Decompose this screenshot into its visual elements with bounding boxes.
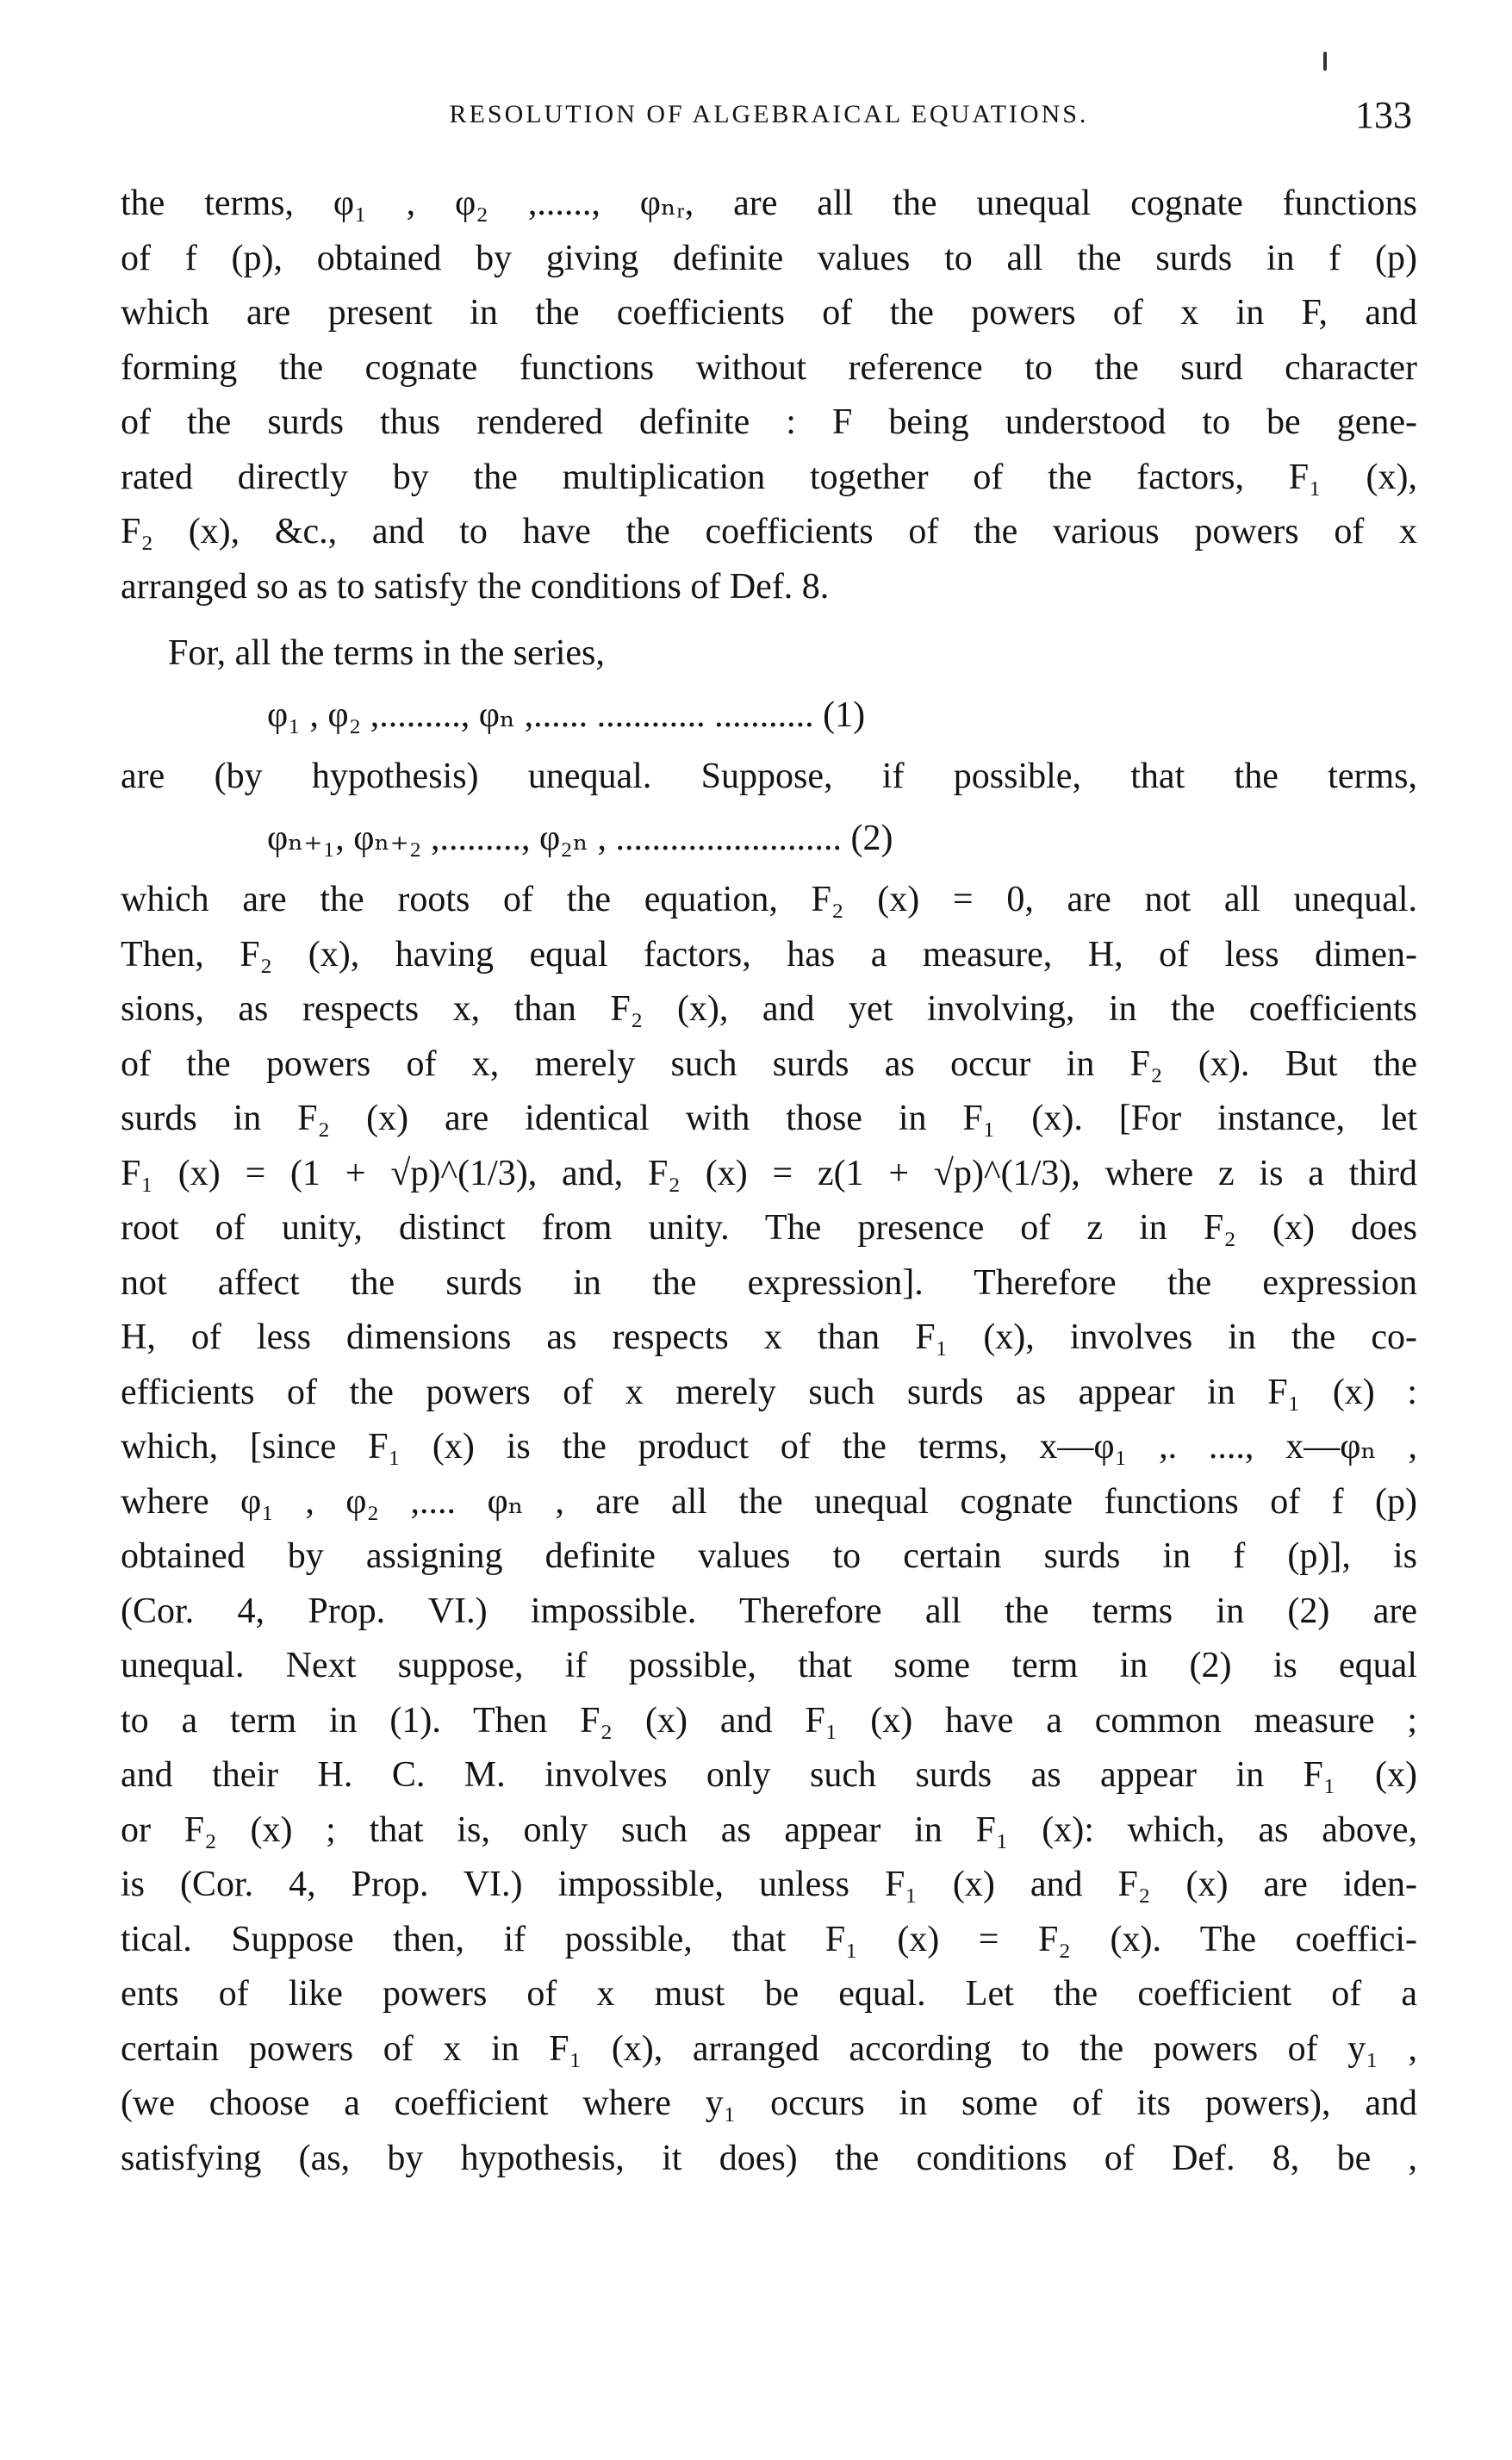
page-number: 133: [1355, 94, 1412, 136]
text-line: where φ₁ , φ₂ ,.... φₙ , are all the unequal cognate functions of f (p): [121, 1481, 1417, 1522]
equation-line-1: φ₁ , φ₂ ,........., φₙ ,...... ............ ........... (1): [267, 694, 866, 735]
text-line: H, of less dimensions as respects x than F₁ (x), involves in the co-: [121, 1317, 1417, 1357]
text-line: are (by hypothesis) unequal. Suppose, if possible, that the terms,: [121, 757, 1417, 796]
text-line: root of unity, distinct from unity. The presence of z in F₂ (x) does: [121, 1208, 1417, 1248]
text-line: Then, F₂ (x), having equal factors, has a measure, H, of less dimen-: [121, 934, 1417, 975]
text-line: ents of like powers of x must be equal. Let the coefficient of a: [121, 1974, 1417, 2014]
text-line: of the surds thus rendered definite : F being understood to be gene-: [121, 402, 1417, 442]
text-line: obtained by assigning definite values to certain surds in f (p)], is: [121, 1536, 1417, 1576]
body-text: [121, 177, 1417, 2186]
text-line: forming the cognate functions without reference to the surd character: [121, 347, 1417, 388]
equation-line-2: φₙ₊₁, φₙ₊₂ ,........., φ₂ₙ , ......................... (2): [267, 818, 893, 858]
text-line: which are the roots of the equation, F₂ (x) = 0, are not all unequal.: [121, 880, 1417, 919]
page-header: [121, 93, 1417, 145]
text-line: of f (p), obtained by giving definite values to all the surds in f (p): [121, 238, 1417, 278]
text-line: certain powers of x in F₁ (x), arranged according to the powers of y₁ ,: [121, 2028, 1417, 2069]
ink-speck: [1323, 52, 1327, 71]
text-line: sions, as respects x, than F₂ (x), and yet involving, in the coefficients: [121, 989, 1417, 1029]
text-line: or F₂ (x) ; that is, only such as appear in F₁ (x): which, as above,: [121, 1809, 1417, 1850]
text-line: F₁ (x) = (1 + √p)^(1/3), and, F₂ (x) = z(1 + √p)^(1/3), where z is a third: [121, 1153, 1417, 1193]
text-line: not affect the surds in the expression]. Therefore the expression: [121, 1262, 1417, 1303]
text-line: which, [since F₁ (x) is the product of the terms, x—φ₁ ,. ...., x—φₙ ,: [121, 1427, 1417, 1467]
text-line: efficients of the powers of x merely such surds as appear in F₁ (x) :: [121, 1372, 1417, 1412]
text-line: of the powers of x, merely such surds as occur in F₂ (x). But the: [121, 1043, 1417, 1084]
text-line: F₂ (x), &c., and to have the coefficients of the various powers of x: [121, 512, 1417, 551]
text-line: the terms, φ₁ , φ₂ ,......, φₙᵣ, are all the unequal cognate functions: [121, 184, 1417, 223]
text-line: which are present in the coefficients of the powers of x in F, and: [121, 293, 1417, 333]
text-line: For, all the terms in the series,: [168, 633, 605, 673]
text-line: rated directly by the multiplication together of the factors, F₁ (x),: [121, 457, 1417, 497]
text-line: satisfying (as, by hypothesis, it does) the conditions of Def. 8, be ,: [121, 2138, 1417, 2178]
text-line: arranged so as to satisfy the conditions of Def. 8.: [121, 566, 830, 607]
text-line: (Cor. 4, Prop. VI.) impossible. Therefore all the terms in (2) are: [121, 1591, 1417, 1631]
text-line: is (Cor. 4, Prop. VI.) impossible, unless F₁ (x) and F₂ (x) are iden-: [121, 1865, 1417, 1904]
running-head: RESOLUTION OF ALGEBRAICAL EQUATIONS.: [449, 100, 1089, 128]
text-line: surds in F₂ (x) are identical with those in F₁ (x). [For instance, let: [121, 1099, 1417, 1138]
text-line: to a term in (1). Then F₂ (x) and F₁ (x) have a common measure ;: [121, 1700, 1417, 1741]
text-line: (we choose a coefficient where y₁ occurs in some of its powers), and: [121, 2083, 1417, 2123]
text-line: tical. Suppose then, if possible, that F₁ (x) = F₂ (x). The coeffici-: [121, 1919, 1417, 1959]
text-line: unequal. Next suppose, if possible, that some term in (2) is equal: [121, 1646, 1417, 1685]
text-line: and their H. C. M. involves only such surds as appear in F₁ (x): [121, 1755, 1417, 1795]
